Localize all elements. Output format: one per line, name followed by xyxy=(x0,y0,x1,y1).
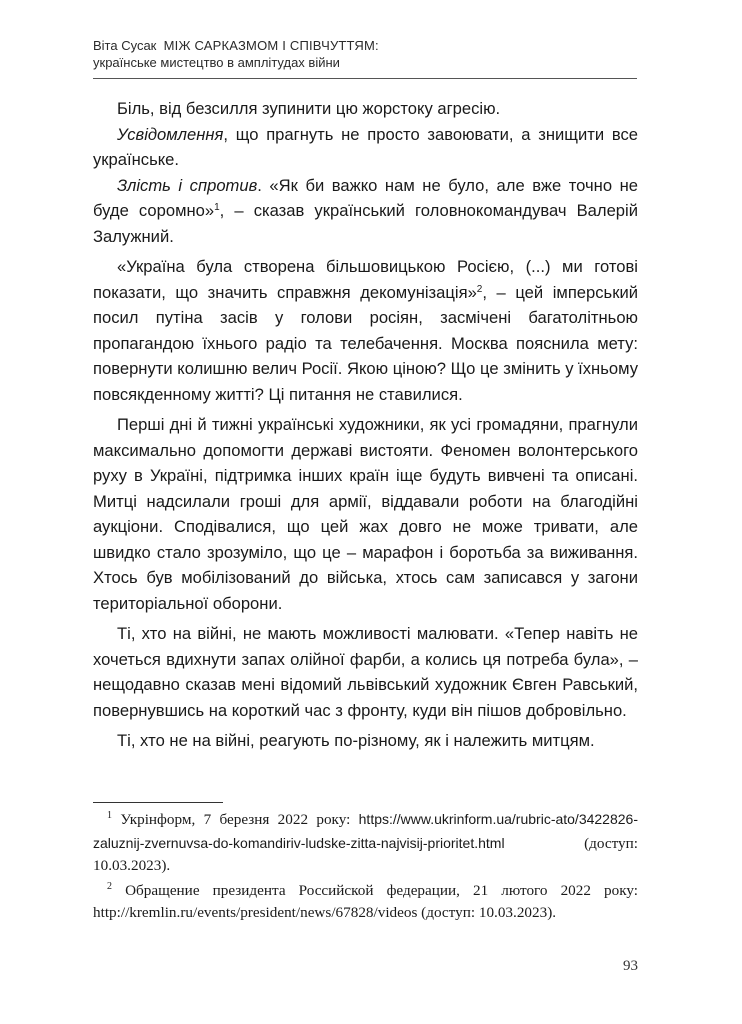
paragraph-3 xyxy=(93,173,638,250)
footnote-1 xyxy=(93,808,638,878)
paragraph-4-text-a: «Україна була створена більшовицькою Росією, (...) ми готові показати, що значить справжня декомунізація» xyxy=(93,257,638,302)
footnote-2-access: (доступ: 10.03.2023). xyxy=(417,904,557,921)
page-number: 93 xyxy=(623,958,638,974)
footnote-ref-2[interactable]: 2 xyxy=(476,283,483,295)
header-rule xyxy=(93,78,637,79)
footnote-1-text: Укрінформ, 7 березня 2022 року: xyxy=(120,811,359,828)
footnote-1-number: 1 xyxy=(107,810,112,821)
footnote-ref-1[interactable]: 1 xyxy=(214,202,220,213)
footnote-rule xyxy=(93,802,223,803)
paragraph-1: Біль, від безсилля зупинити цю жорстоку агресію. xyxy=(117,99,501,118)
footnote-2-link[interactable]: http://kremlin.ru/events/president/news/67828/videos xyxy=(93,904,418,921)
paragraph-3-text-a: . «Як би важко нам не було, але вже точно не буде соромно» xyxy=(93,175,638,220)
paragraph-6: Ті, хто на війні, не мають можливості малювати. «Тепер навіть не хочеться вдихнути запах олійної фарби, а колись ця потреба була», – нещодавно сказав мені відомий львівський художник Євген Равський, повернувшись на короткий час з фронту, куди він пішов добровільно. xyxy=(93,624,638,720)
paragraph-3-text-b: , – сказав український головнокомандувач Валерій Залужний. xyxy=(93,201,638,246)
header-subtitle: українське мистецтво в амплітудах війни xyxy=(93,55,340,70)
footnote-1-link[interactable]: https://www.ukrinform.ua/rubric-ato/3422826-zaluznij-zvernuvsa-do-komandiriv-ludske-zitta-najvisij-prioritet.html xyxy=(93,811,638,851)
footnote-2-text: Обращение президента Российской федерации, 21 лютого 2022 року: xyxy=(125,881,639,899)
body-text xyxy=(93,96,638,754)
paragraph-2 xyxy=(93,122,638,173)
paragraph-4-text-b: , – цей імперський посил путіна засів у голови росіян, засмічені багатолітньою пропагандою їхнього радіо та телебачення. Москва пояснила мету: повернути колишню велич Росії. Якою ціною? Що це змінить у їхньому повсякденному житті? Ці питання не ставилися. xyxy=(93,282,639,404)
footnote-1-access: (доступ: 10.03.2023). xyxy=(93,834,638,874)
footnotes xyxy=(93,808,638,927)
emphasis-awareness: Усвідомлення xyxy=(117,124,224,144)
paragraph-2-text: , що прагнуть не просто завоювати, а знищити все українське. xyxy=(93,124,638,169)
footnote-2-number: 2 xyxy=(107,880,112,892)
header-title: МІЖ САРКАЗМОМ І СПІВЧУТТЯМ: xyxy=(163,38,379,53)
paragraph-4 xyxy=(93,254,638,407)
emphasis-anger: Злість і спротив xyxy=(117,175,258,195)
paragraph-7: Ті, хто не на війні, реагують по-різному, як і належить митцям. xyxy=(117,731,595,750)
footnote-2 xyxy=(93,880,638,925)
running-head xyxy=(93,37,638,71)
header-author: Віта Сусак xyxy=(93,38,157,53)
paragraph-5: Перші дні й тижні українські художники, як усі громадяни, прагнули максимально допомогти державі вистояти. Феномен волонтерського руху в Україні, підтримка інших країн іще будуть вивчені та описані. Митці надсилали гроші для армії, віддавали роботи на благодійні аукціони. Сподівалися, що цей жах довго не може тривати, але швидко стало зрозуміло, що це – марафон і боротьба за виживання. Хтось був мобілізований до війська, хтось сам записався у загони територіальної оборони. xyxy=(93,415,638,613)
